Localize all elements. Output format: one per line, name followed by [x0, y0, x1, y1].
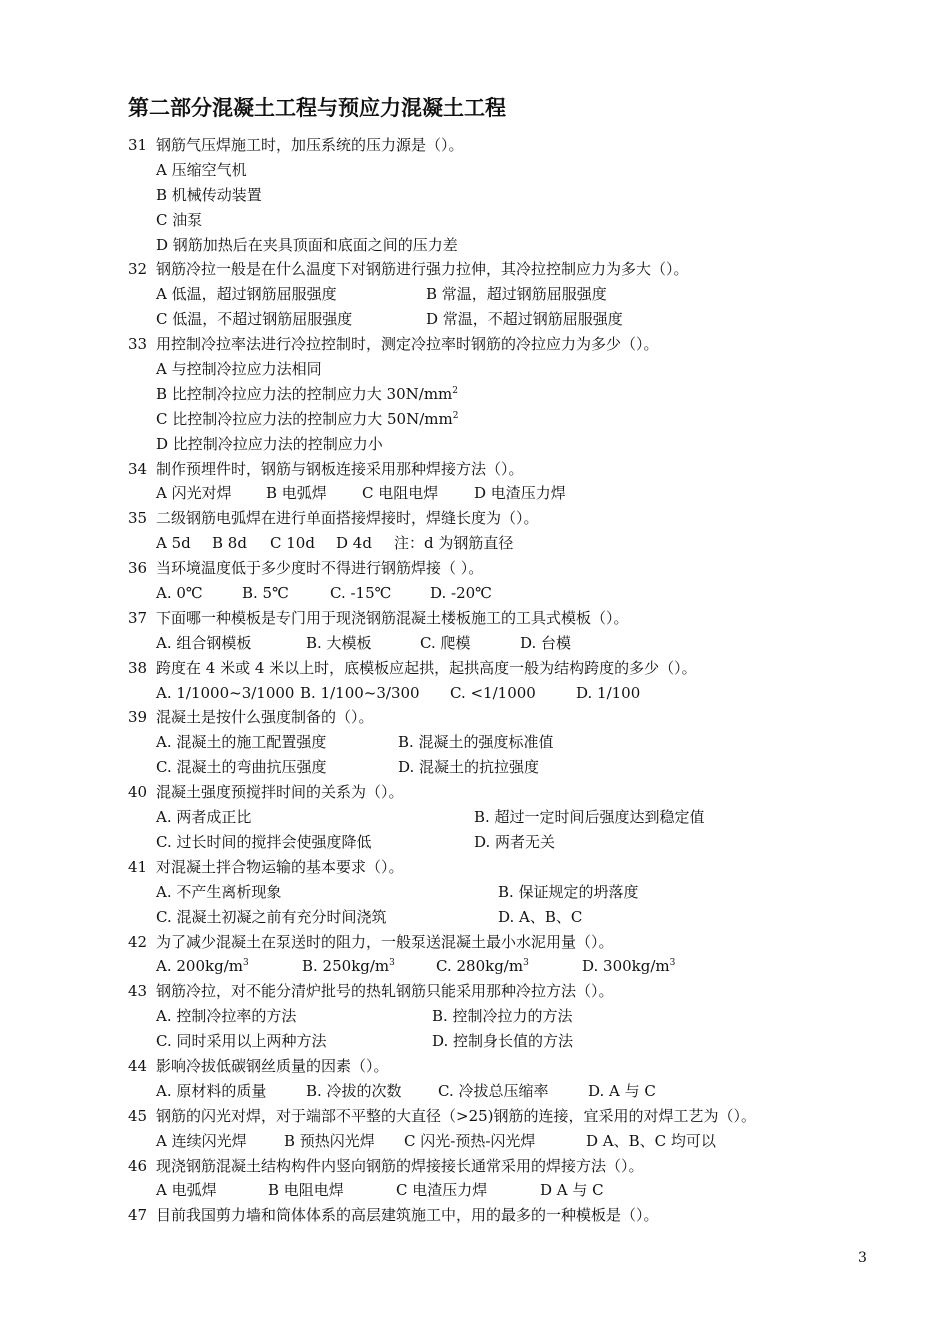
question-number: 36 — [128, 559, 148, 578]
superscript: 2 — [452, 410, 459, 421]
option: C. 爬模 — [420, 633, 471, 652]
option: A 连续闪光焊 — [156, 1131, 247, 1150]
superscript: 3 — [669, 958, 676, 969]
option: D 常温，不超过钢筋屈服强度 — [426, 310, 623, 329]
option: C 电渣压力焊 — [396, 1181, 488, 1200]
option: A 压缩空气机 — [156, 160, 247, 179]
option: A. 不产生离析现象 — [156, 882, 282, 901]
option: A. 1/1000~3/1000 — [156, 683, 295, 702]
question-number: 45 — [128, 1106, 148, 1125]
option: B 比控制冷拉应力法的控制应力大 30N/mm — [156, 384, 453, 403]
option: B 8d — [212, 534, 247, 553]
option: A 闪光对焊 — [156, 484, 232, 503]
question-text: 钢筋冷拉一般是在什么温度下对钢筋进行强力拉伸，其冷拉控制应力为多大（）。 — [156, 260, 689, 279]
superscript: 3 — [389, 958, 395, 969]
question-text: 现浇钢筋混凝土结构构件内竖向钢筋的焊接接长通常采用的焊接方法（）。 — [156, 1156, 644, 1175]
option: C. 混凝土的弯曲抗压强度 — [156, 758, 327, 777]
option: D A、B、C 均可以 — [586, 1131, 716, 1150]
option: B. 混凝土的强度标准值 — [398, 733, 554, 752]
option: C 10d — [270, 534, 315, 553]
question-38 — [128, 656, 908, 681]
option: B. 大模板 — [306, 633, 372, 652]
option: C 闪光-预热-闪光焊 — [404, 1131, 536, 1150]
question-number: 31 — [128, 136, 148, 154]
option: D. 1/100 — [576, 683, 641, 702]
option: A. 原材料的质量 — [156, 1081, 267, 1100]
option: D. 300kg/m — [582, 957, 670, 976]
question-text: 跨度在 4 米或 4 米以上时，底模板应起拱，起拱高度一般为结构跨度的多少（）。 — [156, 658, 697, 677]
question-41 — [128, 855, 908, 880]
option: C 低温，不超过钢筋屈服强度 — [156, 310, 353, 329]
option: C. 280kg/m — [436, 957, 524, 976]
page-number: 3 — [858, 1250, 867, 1266]
question-number: 40 — [128, 783, 148, 802]
question-text: 混凝土是按什么强度制备的（）。 — [156, 708, 374, 727]
question-35 — [128, 506, 908, 531]
option: D. A 与 C — [588, 1081, 656, 1100]
option: B. 冷拔的次数 — [306, 1081, 402, 1100]
question-number: 35 — [128, 509, 148, 528]
option: A. 控制冷拉率的方法 — [156, 1007, 297, 1026]
option: B 电弧焊 — [266, 484, 327, 503]
question-text: 钢筋的闪光对焊，对于端部不平整的大直径（>25)钢筋的连接，宜采用的对焊工艺为（）。 — [156, 1106, 757, 1125]
option: D 比控制冷拉应力法的控制应力小 — [156, 434, 383, 453]
question-text: 目前我国剪力墙和筒体体系的高层建筑施工中，用的最多的一种模板是（）。 — [156, 1206, 659, 1225]
option: B. 控制冷拉力的方法 — [432, 1007, 573, 1026]
option: C. 过长时间的搅拌会使强度降低 — [156, 832, 372, 851]
question-number: 46 — [128, 1156, 148, 1175]
question-36 — [128, 556, 908, 581]
question-number: 37 — [128, 608, 148, 627]
option: C. 混凝土初凝之前有充分时间浇筑 — [156, 907, 387, 926]
option: B. 保证规定的坍落度 — [498, 882, 639, 901]
superscript: 3 — [523, 958, 529, 969]
option: C. -15℃ — [330, 584, 392, 603]
question-43 — [128, 979, 908, 1004]
option: B. 5℃ — [242, 584, 289, 603]
question-37 — [128, 606, 908, 631]
question-text: 制作预埋件时，钢筋与钢板连接采用那种焊接方法（）。 — [156, 459, 524, 478]
question-number: 42 — [128, 932, 148, 951]
option: D. 混凝土的抗拉强度 — [398, 758, 540, 777]
question-text: 混凝土强度预搅拌时间的关系为（）。 — [156, 783, 404, 802]
question-text: 下面哪一种模板是专门用于现浇钢筋混凝土楼板施工的工具式模板（）。 — [156, 608, 629, 627]
question-46 — [128, 1154, 908, 1179]
question-number: 43 — [128, 982, 148, 1001]
question-40 — [128, 780, 908, 805]
option: C 比控制冷拉应力法的控制应力大 50N/mm — [156, 409, 453, 428]
question-number: 32 — [128, 260, 148, 279]
option: A 电弧焊 — [156, 1181, 217, 1200]
question-42 — [128, 930, 908, 955]
option: A. 混凝土的施工配置强度 — [156, 733, 327, 752]
question-31 — [128, 133, 908, 158]
option: B 常温，超过钢筋屈服强度 — [426, 285, 607, 304]
question-number: 41 — [128, 857, 148, 876]
option: A. 200kg/m — [156, 957, 243, 976]
option: C 油泵 — [156, 210, 203, 229]
option: B 机械传动装置 — [156, 185, 262, 204]
option: A. 组合钢模板 — [156, 633, 252, 652]
option: B. 1/100~3/300 — [300, 683, 420, 702]
option-note: 注：d 为钢筋直径 — [394, 534, 514, 553]
option: D. A、B、C — [498, 907, 583, 926]
question-number: 38 — [128, 658, 148, 677]
option: D. 台模 — [520, 633, 572, 652]
question-text: 影响冷拔低碳钢丝质量的因素（）。 — [156, 1056, 389, 1075]
option: D A 与 C — [540, 1181, 604, 1200]
page-title: 第二部分混凝土工程与预应力混凝土工程 — [128, 96, 506, 120]
question-number: 44 — [128, 1056, 148, 1075]
question-number: 34 — [128, 459, 148, 478]
question-number: 33 — [128, 335, 148, 354]
option: C. <1/1000 — [450, 683, 536, 702]
option: A 5d — [156, 534, 191, 553]
question-44 — [128, 1054, 908, 1079]
option: C. 同时采用以上两种方法 — [156, 1032, 327, 1051]
question-number: 47 — [128, 1206, 148, 1225]
question-text: 钢筋冷拉，对不能分清炉批号的热轧钢筋只能采用那种冷拉方法（）。 — [156, 982, 614, 1001]
option: A 低温，超过钢筋屈服强度 — [156, 285, 337, 304]
option: A. 0℃ — [156, 584, 203, 603]
question-33 — [128, 332, 908, 357]
question-list — [128, 133, 908, 1228]
option: D. 两者无关 — [474, 832, 556, 851]
option: B. 超过一定时间后强度达到稳定值 — [474, 808, 705, 827]
question-34 — [128, 457, 908, 482]
question-number: 39 — [128, 708, 148, 727]
option: D. 控制身长值的方法 — [432, 1032, 574, 1051]
question-text: 钢筋气压焊施工时，加压系统的压力源是（）。 — [156, 136, 464, 154]
question-text: 为了减少混凝土在泵送时的阻力，一般泵送混凝土最小水泥用量（）。 — [156, 932, 614, 951]
question-text: 对混凝土拌合物运输的基本要求（）。 — [156, 857, 404, 876]
option: C. 冷拔总压缩率 — [438, 1081, 549, 1100]
option: A 与控制冷拉应力法相同 — [156, 360, 322, 379]
option: B 预热闪光焊 — [284, 1131, 375, 1150]
question-text: 用控制冷拉率法进行冷拉控制时，测定冷拉率时钢筋的冷拉应力为多少（）。 — [156, 335, 659, 354]
option: C 电阻电焊 — [362, 484, 439, 503]
option: B 电阻电焊 — [268, 1181, 344, 1200]
option: D 电渣压力焊 — [474, 484, 566, 503]
option: D 钢筋加热后在夹具顶面和底面之间的压力差 — [156, 235, 458, 254]
question-text: 当环境温度低于多少度时不得进行钢筋焊接（ ）。 — [156, 559, 484, 578]
superscript: 3 — [242, 958, 249, 969]
question-39 — [128, 705, 908, 730]
option: B. 250kg/m — [302, 957, 390, 976]
option: D 4d — [336, 534, 372, 553]
question-32 — [128, 257, 908, 282]
question-47 — [128, 1203, 908, 1228]
superscript: 2 — [452, 385, 459, 396]
option: A. 两者成正比 — [156, 808, 252, 827]
question-text: 二级钢筋电弧焊在进行单面搭接焊接时，焊缝长度为（）。 — [156, 509, 539, 528]
question-45 — [128, 1104, 908, 1129]
option: D. -20℃ — [430, 584, 492, 603]
